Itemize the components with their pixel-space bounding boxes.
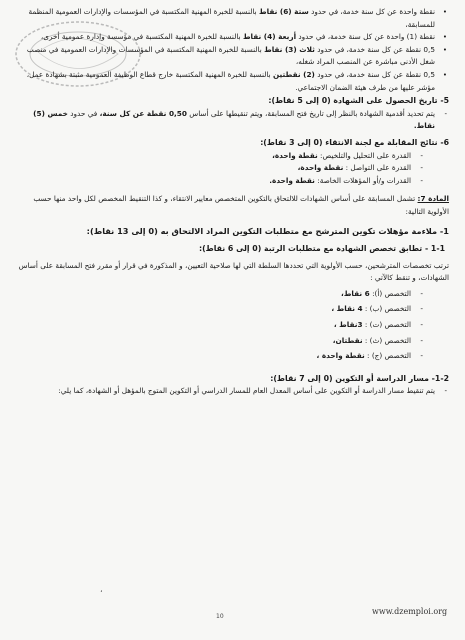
- bullet-item: • نقطة واحدة عن كل سنة خدمة، في حدود ستة (6) نقاط بالنسبة للخبرة المهنية المكتسبة في المؤسسات والإدارات العمومية المنظمة للمسابقة،: [28, 7, 447, 29]
- bullet-item: • 0,5 نقطة عن كل سنة خدمة، في حدود ثلاث (3) نقاط بالنسبة للخبرة المهنية المكتسبة في المؤسسات والإدارات العمومية في منصب شغل الأدنى مباشرة عن المنصب المراد شغله،: [26, 44, 447, 67]
- bullet-item: • نقطة (1) واحدة عن كل سنة خدمة، في حدود أربعة (4) نقاط بالنسبة للخبرة المهنية المكتسبة في مؤسسة وإدارة عمومية أخرى،: [40, 32, 447, 42]
- page-mark: ،: [100, 585, 103, 594]
- specialty-list: [14, 288, 449, 363]
- section-1-2-body: - يتم تنقيط مسار الدراسة أو التكوين على أساس المعدل العام للمسار الدراسي أو التكوين المتوج بالمؤهل أو الشهادة، كما يلي:: [58, 386, 447, 396]
- list-item: - القدرة على التحليل والتلخيص: نقطة واحدة،: [272, 150, 423, 160]
- page-number: 10: [216, 613, 224, 620]
- section-1-1-heading: 1-1 - تطابق تخصص الشهادة مع متطلبات الرتبة (0 إلى 6 نقاط):: [198, 244, 445, 254]
- list-item: - القدرة على التواصل : نقطة واحدة،: [297, 163, 423, 173]
- section-1-1-paragraph: ترتب تخصصات المترشحين، حسب الأولوية التي تحددها السلطة التي لها صلاحية التعيين، و المذكورة في قرار أو مقرر فتح المسابقة على أساس الشهادات، و تنقط كالآتي :: [18, 260, 449, 283]
- bullet-item: • 0,5 نقطة عن كل سنة خدمة، في حدود (2) نقطتين بالنسبة للخبرة المهنية المكتسبة خارج قطاع الوظيفة العمومية مثبتة بشهادة عمل، مؤشر عليها من طرف هيئة الضمان الاجتماعي.: [26, 69, 447, 92]
- experience-bullets: [14, 6, 449, 94]
- list-item: - التخصص (أ): 6 نقاط،: [341, 288, 423, 298]
- section-6-heading: 6- نتائج المقابلة مع لجنة الانتقاء (0 إلى 3 نقاط):: [260, 137, 449, 147]
- list-item: - التخصص (ت) : 3نقاط ،: [333, 320, 423, 330]
- section-5-body: - يتم تحديد أقدمية الشهادة بالنظر إلى تاريخ فتح المسابقة، ويتم تنقيطها على أساس 0,50 نقطة عن كل سنة، في حدود خمس (5) نقاط.: [33, 108, 447, 131]
- website-watermark: www.dzemploi.org: [372, 607, 448, 616]
- article-7: المادة 7: تشمل المسابقة على أساس الشهادات للالتحاق بالتكوين المتخصص معايير الانتقاء، و كذا التنقيط المخصص لكل واحد منها حسب الأولوية التالية:: [33, 194, 449, 216]
- list-item: - التخصص (ب) : 4 نقاط ،: [331, 304, 423, 314]
- section-1-2-heading: 1-2- مسار الدراسة أو التكوين (0 إلى 7 نقاط):: [270, 373, 449, 383]
- list-item: - التخصص (ج) : نقطة واحدة ،: [316, 351, 423, 361]
- section-1-heading: 1- ملاءمة مؤهلات تكوين المترشح مع متطلبات التكوين المراد الالتحاق به (0 إلى 13 نقاط):: [86, 225, 449, 236]
- list-item: - القدرات و/أو المؤهلات الخاصة: نقطة واحدة.: [269, 175, 423, 185]
- section-5-heading: 5- تاريخ الحصول على الشهادة (0 إلى 5 نقاط):: [268, 96, 449, 106]
- list-item: - التخصص (ث) : نقطتان،: [332, 335, 423, 345]
